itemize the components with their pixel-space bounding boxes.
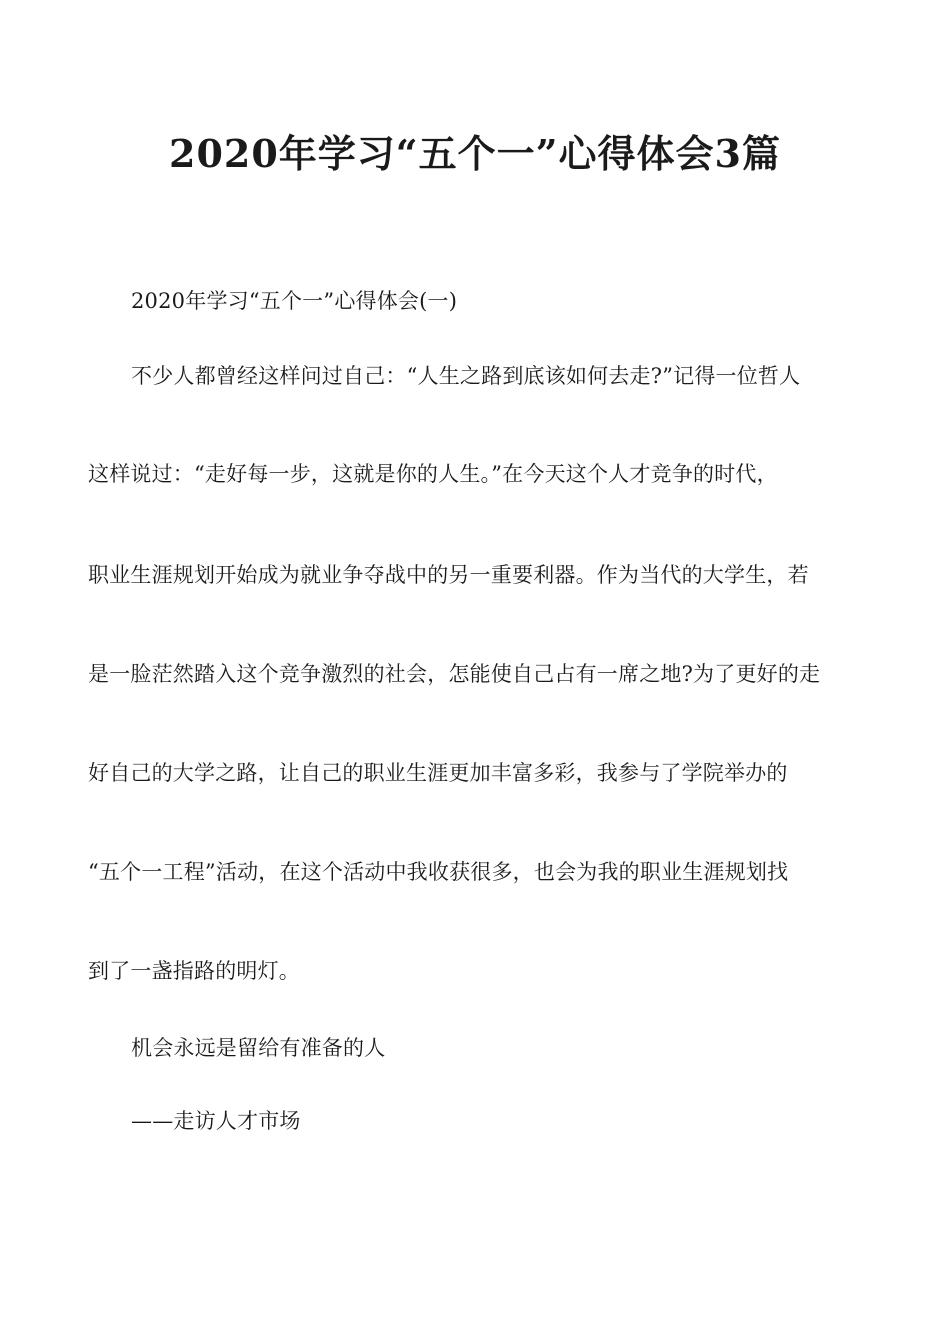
paragraph-line: “五个一工程”活动，在这个活动中我收获很多，也会为我的职业生涯规划找 — [88, 860, 789, 884]
paragraph-line: 是一脸茫然踏入这个竞争激烈的社会，怎能使自己占有一席之地?为了更好的走 — [88, 662, 821, 686]
paragraph-line: 职业生涯规划开始成为就业争夺战中的另一重要利器。作为当代的大学生，若 — [88, 563, 809, 587]
document-title: 2020年学习“五个一”心得体会3篇 — [169, 131, 781, 176]
section-heading: 2020年学习“五个一”心得体会(一) — [131, 289, 458, 313]
paragraph-line: 不少人都曾经这样问过自己：“人生之路到底该如何去走?”记得一位哲人 — [131, 364, 801, 388]
paragraph-line: 这样说过：“走好每一步，这就是你的人生。”在今天这个人才竞争的时代， — [88, 462, 778, 486]
paragraph-line: 到了一盏指路的明灯。 — [88, 959, 300, 983]
subheading: 机会永远是留给有准备的人 — [131, 1036, 386, 1060]
paragraph-line: 好自己的大学之路，让自己的职业生涯更加丰富多彩，我参与了学院举办的 — [88, 761, 788, 785]
subheading-subtitle: ——走访人才市场 — [131, 1109, 301, 1133]
